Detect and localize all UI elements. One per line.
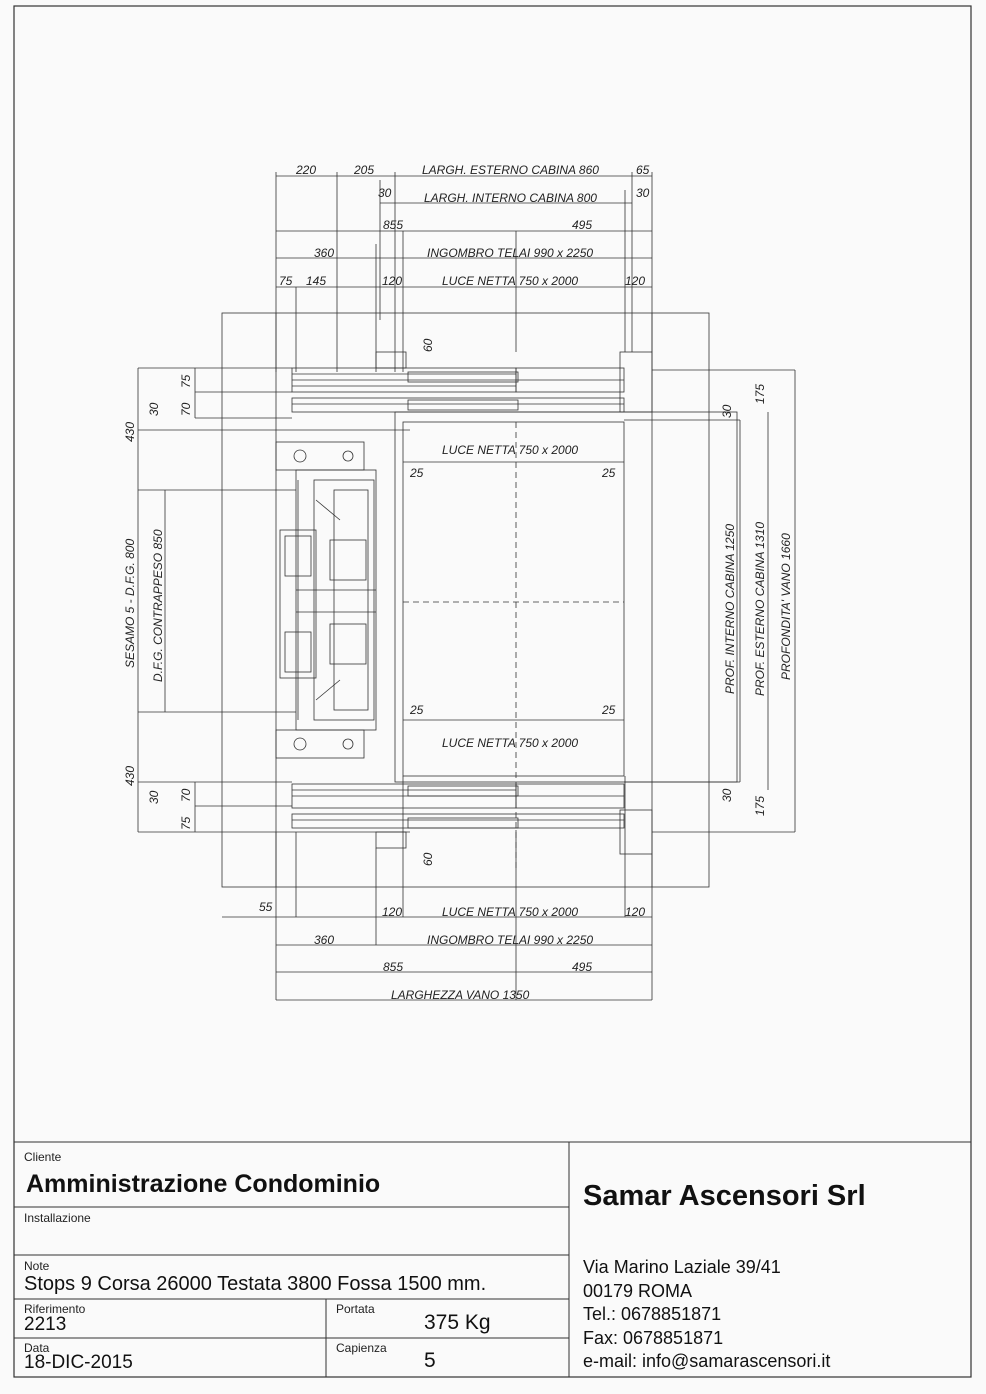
dim-frames-top: INGOMBRO TELAI 990 x 2250 (427, 246, 594, 260)
dim-25-bottom-left: 25 (410, 703, 424, 717)
dimension-labels (123, 163, 793, 1002)
dim-30-right-top: 30 (720, 404, 734, 418)
capacity-label: Portata (336, 1302, 375, 1316)
dim-counterweight: D.F.G. CONTRAPPESO 850 (151, 529, 165, 682)
dim-495-bottom: 495 (572, 960, 593, 974)
dim-shaft-depth: PROFONDITA' VANO 1660 (779, 533, 793, 680)
dim-120-top-right: 120 (625, 274, 646, 288)
dim-clear-opening-top: LUCE NETTA 750 x 2000 (442, 274, 579, 288)
dim-65: 65 (636, 163, 650, 177)
dim-75-left-bottom: 75 (179, 816, 193, 830)
dim-430-bottom: 430 (123, 765, 137, 786)
dim-145: 145 (306, 274, 327, 288)
dim-30-left-top: 30 (147, 402, 161, 416)
dim-175-right-top: 175 (753, 383, 767, 404)
dim-220: 220 (296, 163, 317, 177)
date-value: 18-DIC-2015 (24, 1352, 133, 1373)
company-fax: Fax: 0678851871 (583, 1328, 724, 1348)
dim-855-bottom: 855 (383, 960, 404, 974)
dim-clear-opening-bottom: LUCE NETTA 750 x 2000 (442, 905, 579, 919)
dim-inner-cabin-width: LARGH. INTERNO CABINA 800 (424, 191, 597, 205)
capacity-value: 375 Kg (424, 1311, 491, 1334)
note-label: Note (24, 1259, 50, 1273)
client-name: Amministrazione Condominio (26, 1170, 381, 1198)
dim-75-left-top: 75 (179, 374, 193, 388)
company-address: Via Marino Laziale 39/41 (583, 1257, 781, 1277)
dim-495-top: 495 (572, 218, 593, 232)
company-city: 00179 ROMA (583, 1281, 693, 1301)
dim-outer-cabin-width: LARGH. ESTERNO CABINA 860 (422, 163, 599, 177)
company-email: e-mail: info@samarascensori.it (583, 1351, 831, 1371)
company-tel: Tel.: 0678851871 (583, 1304, 722, 1324)
dim-855-top: 855 (383, 218, 404, 232)
note-value: Stops 9 Corsa 26000 Testata 3800 Fossa 1500 mm. (24, 1273, 487, 1295)
dim-70-left-top: 70 (179, 402, 193, 416)
dim-175-right-bottom: 175 (753, 795, 767, 816)
dim-55: 55 (259, 900, 273, 914)
reference-value: 2213 (24, 1314, 67, 1335)
dim-sesamo: SESAMO 5 - D.F.G. 800 (123, 538, 137, 668)
dim-205: 205 (354, 163, 375, 177)
company-name: Samar Ascensori Srl (583, 1180, 866, 1212)
dim-25-top-left: 25 (410, 466, 424, 480)
dim-30-left: 30 (378, 186, 392, 200)
date-label: Data (24, 1341, 50, 1355)
dim-outer-cabin-depth: PROF. ESTERNO CABINA 1310 (753, 521, 767, 696)
dim-clear-opening-car-top: LUCE NETTA 750 x 2000 (442, 443, 579, 457)
dim-30-right-bottom: 30 (720, 788, 734, 802)
dim-25-bottom-right: 25 (602, 703, 616, 717)
dim-75: 75 (279, 274, 293, 288)
dim-30-left-bottom: 30 (147, 790, 161, 804)
dim-120-top-left: 120 (382, 274, 403, 288)
persons-value: 5 (424, 1349, 436, 1372)
persons-label: Capienza (336, 1341, 387, 1355)
dim-360-bottom: 360 (314, 933, 335, 947)
client-label: Cliente (24, 1150, 62, 1164)
dim-70-left-bottom: 70 (179, 788, 193, 802)
dim-120-bottom-right: 120 (625, 905, 646, 919)
dim-shaft-width: LARGHEZZA VANO 1350 (391, 988, 530, 1002)
dim-60-bottom: 60 (421, 852, 435, 866)
reference-label: Riferimento (24, 1302, 86, 1316)
dim-430-top: 430 (123, 421, 137, 442)
dim-clear-opening-car-bottom: LUCE NETTA 750 x 2000 (442, 736, 579, 750)
dim-120-bottom-left: 120 (382, 905, 403, 919)
installation-label: Installazione (24, 1211, 91, 1225)
dim-360-top: 360 (314, 246, 335, 260)
dim-frames-bottom: INGOMBRO TELAI 990 x 2250 (427, 933, 594, 947)
dim-60-top: 60 (421, 338, 435, 352)
dim-25-top-right: 25 (602, 466, 616, 480)
drawing-lines (138, 172, 795, 1000)
dim-30-right: 30 (636, 186, 650, 200)
dim-inner-cabin-depth: PROF. INTERNO CABINA 1250 (723, 523, 737, 694)
